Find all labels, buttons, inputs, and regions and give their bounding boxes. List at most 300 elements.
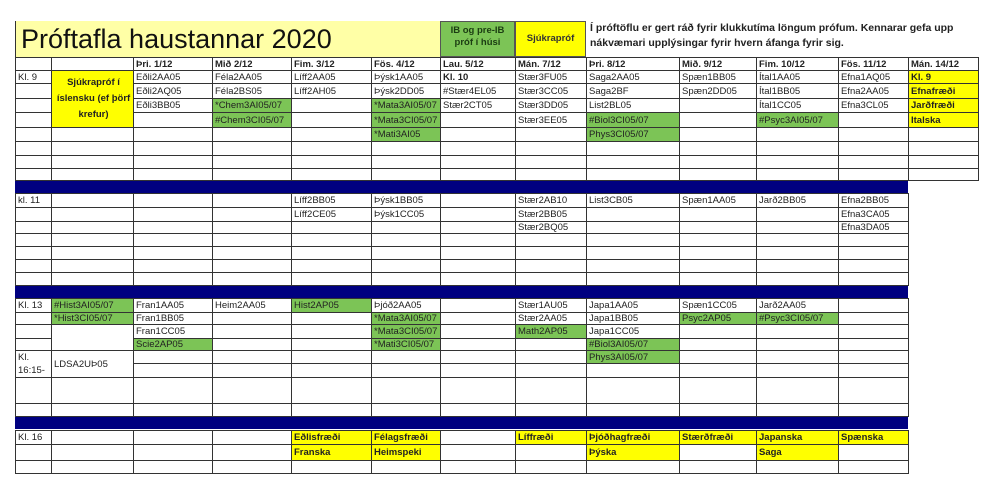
exam-cell: #Psyc3AI05/07 xyxy=(757,113,839,128)
exam-cell xyxy=(587,364,680,378)
time-cell xyxy=(16,325,52,339)
exam-cell xyxy=(441,273,516,286)
exam-cell: Líff2BB05 xyxy=(292,194,372,208)
column-header: Lau. 5/12 xyxy=(441,58,516,71)
exam-cell xyxy=(516,234,587,247)
exam-cell xyxy=(587,260,680,273)
exam-cell xyxy=(839,260,909,273)
exam-cell: Italska xyxy=(909,113,979,128)
exam-cell xyxy=(680,142,757,156)
exam-cell: Jarðfræði xyxy=(909,99,979,113)
exam-cell xyxy=(213,247,292,260)
exam-cell: #Psyc3CI05/07 xyxy=(757,313,839,325)
exam-cell: Stær2AB10 xyxy=(516,194,587,208)
exam-cell xyxy=(839,325,909,339)
exam-cell: List3CB05 xyxy=(587,194,680,208)
exam-cell: Spænska xyxy=(839,431,909,445)
exam-cell xyxy=(441,404,516,417)
exam-cell: Efna3CA05 xyxy=(839,208,909,222)
exam-cell xyxy=(292,128,372,142)
exam-cell xyxy=(292,260,372,273)
exam-cell xyxy=(587,461,680,474)
exam-cell xyxy=(213,156,292,169)
table-row xyxy=(16,156,979,169)
exam-cell xyxy=(441,156,516,169)
exam-cell xyxy=(441,194,516,208)
exam-cell xyxy=(757,222,839,234)
column-header: Fös. 11/12 xyxy=(839,58,909,71)
exam-cell xyxy=(516,128,587,142)
exam-cell: Ítal1BB05 xyxy=(757,84,839,99)
exam-cell: Jarð2BB05 xyxy=(757,194,839,208)
exam-cell xyxy=(292,351,372,364)
page-title: Próftafla haustannar 2020 xyxy=(15,21,440,57)
time-cell xyxy=(16,142,52,156)
schedule-note: Í próftöflu er gert ráð fyrir klukkutíma löngum prófum. Kennarar gefa upp nákvæmari upplýsingar fyrir hvern áfanga fyrir sig. xyxy=(590,22,954,49)
exam-cell: Þjóðhagfræði xyxy=(587,431,680,445)
column-header: Mið 2/12 xyxy=(213,58,292,71)
exam-cell: *Mata3CI05/07 xyxy=(372,325,441,339)
exam-cell xyxy=(680,222,757,234)
exam-cell xyxy=(213,142,292,156)
exam-cell xyxy=(372,222,441,234)
exam-cell: Kl. 10 xyxy=(441,71,516,84)
exam-cell xyxy=(680,234,757,247)
exam-cell xyxy=(516,169,587,181)
exam-cell: Stær3EE05 xyxy=(516,113,587,128)
exam-cell xyxy=(372,247,441,260)
exam-cell xyxy=(134,445,213,461)
exam-cell xyxy=(839,313,909,325)
time-cell: Kl. 16:15- xyxy=(16,351,52,378)
exam-cell xyxy=(292,156,372,169)
exam-cell xyxy=(134,378,213,404)
exam-cell: Efna3CL05 xyxy=(839,99,909,113)
exam-cell xyxy=(757,234,839,247)
exam-cell xyxy=(909,128,979,142)
table-row xyxy=(16,299,909,313)
exam-cell xyxy=(134,273,213,286)
exam-cell xyxy=(52,445,134,461)
column-header: Mán. 14/12 xyxy=(909,58,979,71)
exam-cell: Þýsk1AA05 xyxy=(372,71,441,84)
exam-cell xyxy=(213,208,292,222)
exam-cell: Phys3CI05/07 xyxy=(587,128,680,142)
exam-cell xyxy=(680,445,757,461)
table-row xyxy=(16,364,909,378)
exam-cell xyxy=(441,234,516,247)
exam-cell xyxy=(839,273,909,286)
exam-cell: Fran1CC05 xyxy=(134,325,213,339)
table-row xyxy=(16,142,979,156)
exam-cell xyxy=(292,113,372,128)
exam-cell xyxy=(52,128,134,142)
section-kl-13 xyxy=(15,298,909,417)
time-cell xyxy=(16,113,52,128)
time-cell xyxy=(16,84,52,99)
table-row xyxy=(16,445,909,461)
exam-cell xyxy=(213,222,292,234)
exam-cell xyxy=(292,339,372,351)
exam-cell xyxy=(134,351,213,364)
exam-cell xyxy=(909,169,979,181)
legend-sick-exams: Sjúkrapróf xyxy=(515,21,586,57)
exam-cell xyxy=(292,325,372,339)
exam-cell xyxy=(680,208,757,222)
exam-cell xyxy=(134,431,213,445)
exam-cell xyxy=(757,273,839,286)
exam-cell xyxy=(587,247,680,260)
exam-cell xyxy=(372,273,441,286)
column-header xyxy=(16,58,52,71)
exam-cell xyxy=(372,260,441,273)
exam-cell xyxy=(372,364,441,378)
exam-cell xyxy=(757,260,839,273)
exam-cell xyxy=(441,208,516,222)
exam-cell xyxy=(441,247,516,260)
exam-cell xyxy=(757,169,839,181)
exam-cell: Efnafræði xyxy=(909,84,979,99)
section-kl-11 xyxy=(15,193,909,286)
exam-cell: Stær1AU05 xyxy=(516,299,587,313)
exam-cell: #Chem3CI05/07 xyxy=(213,113,292,128)
exam-cell: Japanska xyxy=(757,431,839,445)
exam-cell xyxy=(52,247,134,260)
exam-cell xyxy=(757,404,839,417)
time-cell xyxy=(16,313,52,325)
exam-cell: Stær3DD05 xyxy=(516,99,587,113)
exam-cell xyxy=(909,156,979,169)
exam-cell xyxy=(680,378,757,404)
exam-cell xyxy=(839,299,909,313)
table-row xyxy=(16,404,909,417)
exam-cell: *Mata3CI05/07 xyxy=(372,113,441,128)
exam-cell xyxy=(839,351,909,364)
exam-cell xyxy=(52,260,134,273)
exam-cell xyxy=(839,142,909,156)
exam-cell xyxy=(213,445,292,461)
exam-cell xyxy=(134,260,213,273)
exam-cell xyxy=(292,461,372,474)
exam-cell xyxy=(52,378,134,404)
exam-cell xyxy=(292,273,372,286)
table-row xyxy=(16,99,979,113)
exam-cell xyxy=(213,194,292,208)
exam-cell xyxy=(839,247,909,260)
exam-cell xyxy=(52,404,134,417)
exam-cell: Spæn1AA05 xyxy=(680,194,757,208)
exam-cell xyxy=(441,431,516,445)
exam-cell: Þjóð2AA05 xyxy=(372,299,441,313)
exam-cell: *Mati3CI05/07 xyxy=(372,339,441,351)
exam-cell: Eðlisfræði xyxy=(292,431,372,445)
exam-cell: Kl. 9 xyxy=(909,71,979,84)
exam-cell: *Hist3CI05/07 xyxy=(52,313,134,325)
exam-cell xyxy=(213,325,292,339)
time-cell xyxy=(16,169,52,181)
exam-cell: Stær2AA05 xyxy=(516,313,587,325)
exam-cell xyxy=(909,142,979,156)
exam-cell xyxy=(516,364,587,378)
exam-cell xyxy=(680,339,757,351)
exam-cell xyxy=(52,234,134,247)
exam-cell: Fran1AA05 xyxy=(134,299,213,313)
exam-cell xyxy=(680,404,757,417)
table-row xyxy=(16,431,909,445)
exam-cell: Spæn2DD05 xyxy=(680,84,757,99)
exam-cell xyxy=(134,113,213,128)
exam-cell: Líff2AA05 xyxy=(292,71,372,84)
exam-cell: Stær2BB05 xyxy=(516,208,587,222)
exam-cell xyxy=(516,247,587,260)
exam-cell xyxy=(441,445,516,461)
exam-cell: Franska xyxy=(292,445,372,461)
exam-cell: Efna2AA05 xyxy=(839,84,909,99)
exam-cell xyxy=(213,351,292,364)
exam-cell xyxy=(441,142,516,156)
exam-cell xyxy=(839,169,909,181)
exam-cell xyxy=(52,273,134,286)
exam-cell xyxy=(441,364,516,378)
exam-cell xyxy=(680,461,757,474)
exam-cell xyxy=(292,378,372,404)
exam-cell: Spæn1CC05 xyxy=(680,299,757,313)
time-cell: Kl. 16 xyxy=(16,431,52,445)
exam-cell xyxy=(372,351,441,364)
exam-cell xyxy=(839,364,909,378)
exam-cell xyxy=(292,222,372,234)
exam-cell: *Chem3AI05/07 xyxy=(213,99,292,113)
exam-cell: Stær3FU05 xyxy=(516,71,587,84)
exam-cell: Stær3CC05 xyxy=(516,84,587,99)
exam-cell: Þýsk2DD05 xyxy=(372,84,441,99)
header-row xyxy=(16,58,979,71)
exam-cell: #Biol3CI05/07 xyxy=(587,113,680,128)
exam-cell: Scie2AP05 xyxy=(134,339,213,351)
exam-cell: Math2AP05 xyxy=(516,325,587,339)
time-cell: kl. 11 xyxy=(16,194,52,208)
table-row xyxy=(16,208,909,222)
exam-cell xyxy=(680,351,757,364)
time-cell xyxy=(16,404,52,417)
exam-cell: Þýska xyxy=(587,445,680,461)
exam-cell xyxy=(213,128,292,142)
exam-cell xyxy=(587,142,680,156)
exam-cell xyxy=(441,461,516,474)
exam-cell: Saga2BF xyxy=(587,84,680,99)
exam-cell xyxy=(134,234,213,247)
exam-cell: *Mata3AI05/07 xyxy=(372,313,441,325)
exam-cell: Spæn1BB05 xyxy=(680,71,757,84)
exam-cell xyxy=(839,113,909,128)
table-row xyxy=(16,222,909,234)
exam-cell: Sjúkrapróf í íslensku (ef þörf krefur) xyxy=(52,71,134,128)
exam-cell xyxy=(757,351,839,364)
exam-cell xyxy=(839,461,909,474)
exam-cell xyxy=(134,142,213,156)
exam-cell xyxy=(213,339,292,351)
exam-cell xyxy=(757,128,839,142)
table-row xyxy=(16,378,909,404)
exam-cell xyxy=(372,404,441,417)
table-row xyxy=(16,351,909,364)
exam-cell xyxy=(52,431,134,445)
exam-cell xyxy=(516,461,587,474)
exam-cell xyxy=(441,339,516,351)
exam-cell xyxy=(213,461,292,474)
time-cell xyxy=(16,260,52,273)
table-row xyxy=(16,461,909,474)
exam-cell xyxy=(134,247,213,260)
section-divider xyxy=(15,285,908,298)
time-cell xyxy=(16,222,52,234)
section-divider xyxy=(15,416,908,429)
exam-cell xyxy=(680,364,757,378)
time-cell: Kl. 13 xyxy=(16,299,52,313)
exam-cell xyxy=(516,260,587,273)
table-row xyxy=(16,84,979,99)
exam-cell: Þýsk1BB05 xyxy=(372,194,441,208)
time-cell xyxy=(16,234,52,247)
column-header xyxy=(52,58,134,71)
exam-cell: Japa1AA05 xyxy=(587,299,680,313)
exam-cell: LDSA2UÞ05 xyxy=(52,351,134,378)
table-row xyxy=(16,71,979,84)
exam-cell: Stær2CT05 xyxy=(441,99,516,113)
exam-cell: Stær2BQ05 xyxy=(516,222,587,234)
exam-cell xyxy=(587,222,680,234)
exam-cell: Japa1CC05 xyxy=(587,325,680,339)
exam-cell xyxy=(372,234,441,247)
exam-cell xyxy=(516,351,587,364)
exam-cell xyxy=(213,260,292,273)
exam-cell: Heimspeki xyxy=(372,445,441,461)
column-header: Þri. 8/12 xyxy=(587,58,680,71)
exam-cell xyxy=(680,169,757,181)
exam-cell: Japa1BB05 xyxy=(587,313,680,325)
exam-cell xyxy=(680,156,757,169)
exam-cell: Féla2BS05 xyxy=(213,84,292,99)
exam-cell xyxy=(757,461,839,474)
exam-cell xyxy=(52,142,134,156)
exam-cell xyxy=(213,169,292,181)
exam-cell xyxy=(292,142,372,156)
column-header: Fim. 3/12 xyxy=(292,58,372,71)
exam-cell xyxy=(372,169,441,181)
exam-cell xyxy=(52,169,134,181)
column-header: Þri. 1/12 xyxy=(134,58,213,71)
exam-cell xyxy=(441,222,516,234)
column-header: Fim. 10/12 xyxy=(757,58,839,71)
exam-cell xyxy=(587,378,680,404)
exam-cell xyxy=(516,142,587,156)
exam-cell: #Hist3AI05/07 xyxy=(52,299,134,313)
exam-cell xyxy=(587,404,680,417)
exam-cell xyxy=(134,461,213,474)
exam-cell: Fran1BB05 xyxy=(134,313,213,325)
exam-cell: Félagsfræði xyxy=(372,431,441,445)
exam-cell xyxy=(441,128,516,142)
exam-cell xyxy=(213,234,292,247)
time-cell xyxy=(16,461,52,474)
exam-cell xyxy=(52,325,134,351)
exam-cell xyxy=(292,234,372,247)
exam-cell xyxy=(213,404,292,417)
table-row xyxy=(16,113,979,128)
exam-cell: Efna3DA05 xyxy=(839,222,909,234)
exam-cell xyxy=(441,313,516,325)
exam-cell xyxy=(516,339,587,351)
table-row xyxy=(16,325,909,339)
time-cell xyxy=(16,339,52,351)
exam-cell xyxy=(441,325,516,339)
exam-cell xyxy=(839,378,909,404)
exam-cell: Féla2AA05 xyxy=(213,71,292,84)
exam-cell xyxy=(292,247,372,260)
table-row xyxy=(16,273,909,286)
exam-cell: Saga xyxy=(757,445,839,461)
exam-cell xyxy=(839,156,909,169)
exam-cell xyxy=(441,260,516,273)
exam-cell: Eðli2AQ05 xyxy=(134,84,213,99)
exam-cell xyxy=(587,273,680,286)
exam-cell xyxy=(839,234,909,247)
exam-cell xyxy=(292,169,372,181)
column-header: Mið. 9/12 xyxy=(680,58,757,71)
exam-cell xyxy=(839,445,909,461)
section-kl-16 xyxy=(15,430,909,474)
table-row xyxy=(16,128,979,142)
section-kl-9 xyxy=(15,57,979,181)
exam-cell: Líff2CE05 xyxy=(292,208,372,222)
time-cell xyxy=(16,273,52,286)
exam-cell xyxy=(134,222,213,234)
exam-cell xyxy=(213,313,292,325)
time-cell: Kl. 9 xyxy=(16,71,52,84)
time-cell xyxy=(16,378,52,404)
exam-cell xyxy=(839,128,909,142)
exam-cell xyxy=(757,364,839,378)
exam-cell xyxy=(134,194,213,208)
time-cell xyxy=(16,445,52,461)
table-row xyxy=(16,313,909,325)
exam-cell xyxy=(441,378,516,404)
exam-cell xyxy=(52,156,134,169)
exam-cell xyxy=(292,404,372,417)
exam-cell: Ítal1AA05 xyxy=(757,71,839,84)
exam-cell: Psyc2AP05 xyxy=(680,313,757,325)
exam-cell xyxy=(839,404,909,417)
exam-cell xyxy=(213,431,292,445)
table-row xyxy=(16,234,909,247)
exam-cell: Heim2AA05 xyxy=(213,299,292,313)
exam-cell: *Mata3AI05/07 xyxy=(372,99,441,113)
exam-cell xyxy=(372,156,441,169)
exam-cell xyxy=(680,260,757,273)
exam-cell xyxy=(52,208,134,222)
exam-cell xyxy=(441,169,516,181)
exam-cell xyxy=(213,273,292,286)
exam-cell xyxy=(680,99,757,113)
exam-cell xyxy=(680,273,757,286)
exam-cell: Líff2AH05 xyxy=(292,84,372,99)
exam-cell xyxy=(372,378,441,404)
time-cell xyxy=(16,128,52,142)
exam-cell xyxy=(441,113,516,128)
exam-cell xyxy=(292,364,372,378)
exam-cell xyxy=(134,364,213,378)
time-cell xyxy=(16,208,52,222)
